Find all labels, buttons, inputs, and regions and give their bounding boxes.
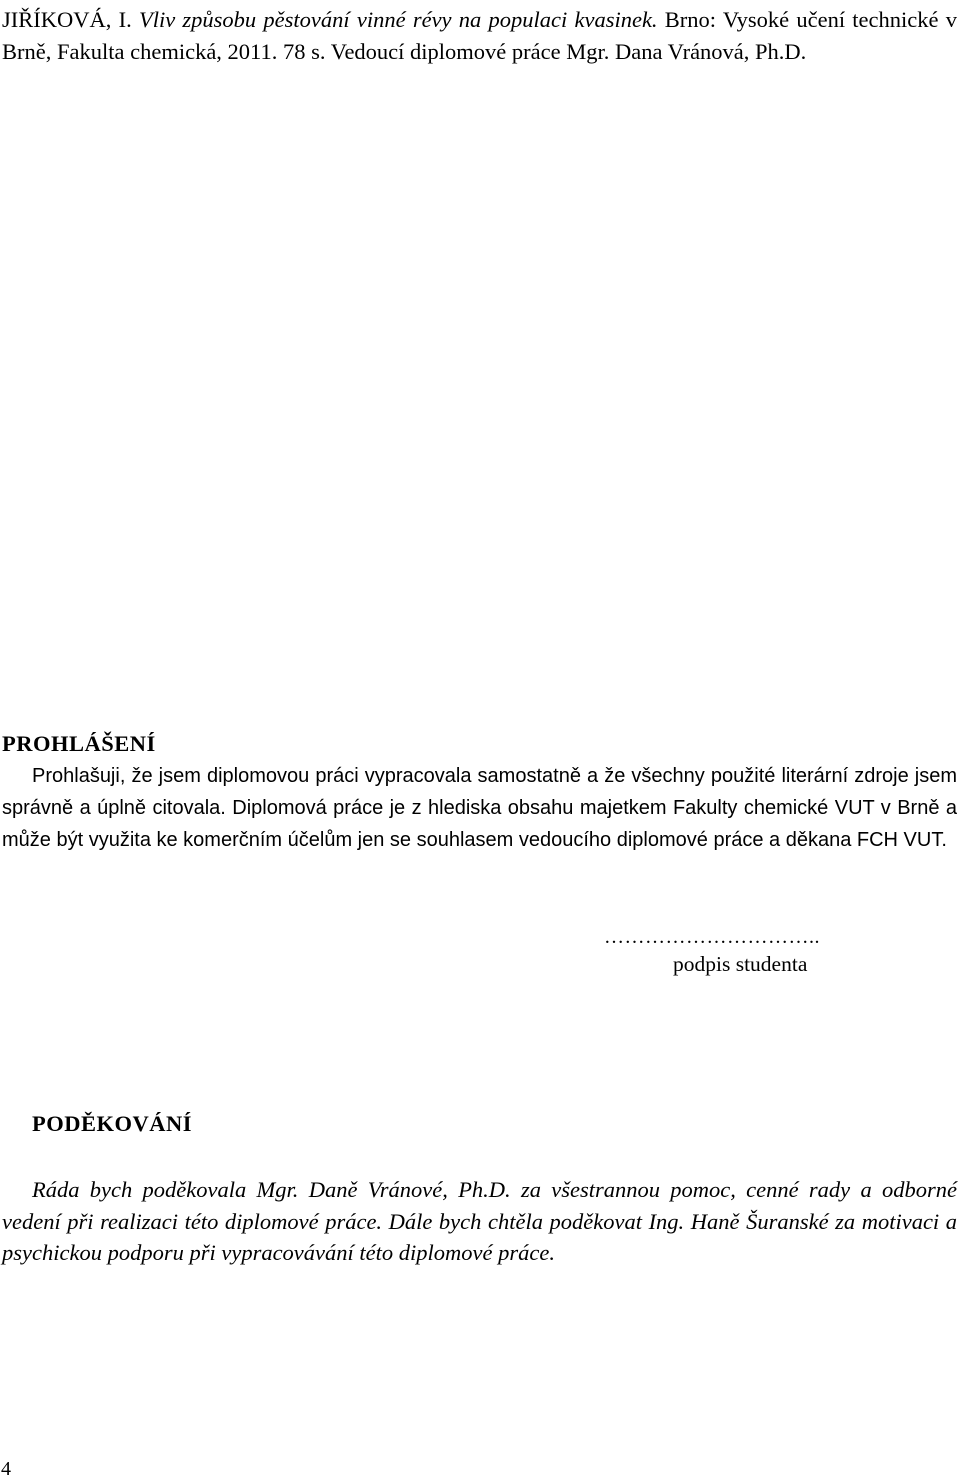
declaration-heading: PROHLÁŠENÍ [2,731,156,756]
citation-details: Brno: Vysoké učení technické v Brně, Fakulta chemická, 2011. 78 s. Vedoucí diplomové práce Mgr. Dana Vránová, Ph.D. [2,7,957,64]
acknowledgement-heading: PODĚKOVÁNÍ [32,1111,193,1136]
citation-authors: JIŘÍKOVÁ, I. [2,7,132,32]
acknowledgement-text: Ráda bych poděkovala Mgr. Daně Vránové, Ph.D. za všestrannou pomoc, cenné rady a odborné vedení při realizaci této diplomové práce. Dále bych chtěla poděkovat Ing. Haně Šuranské za motivaci a psychickou podporu při vypracovávání této diplomové práce. [2,1177,957,1265]
declaration-text: Prohlašuji, že jsem diplomovou práci vypracovala samostatně a že všechny použité literární zdroje jsem správně a úplně citovala. Diplomová práce je z hlediska obsahu majetkem Fakulty chemické VUT v Brně a může být využita ke komerčním účelům jen se souhlasem vedoucího diplomové práce a děkana FCH VUT. [2,765,957,851]
signature-label: podpis studenta [673,952,808,976]
signature-line: ………………………….. [604,926,820,948]
page-number: 4 [1,1458,11,1480]
bibliographic-citation [2,4,957,67]
citation-title: Vliv způsobu pěstování vinné révy na populaci kvasinek. [138,7,658,32]
